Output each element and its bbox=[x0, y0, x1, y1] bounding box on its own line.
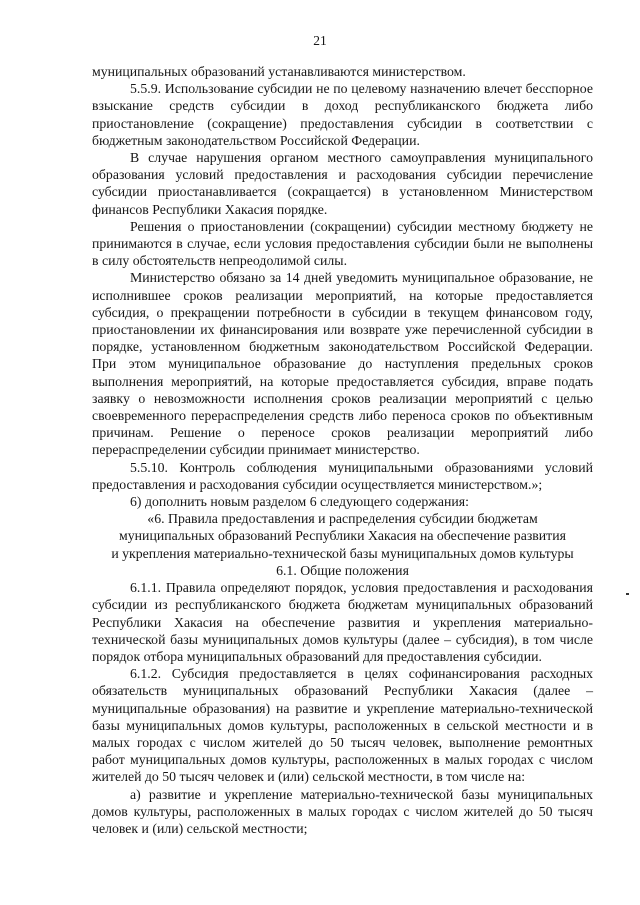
document-body bbox=[92, 63, 593, 837]
section-title bbox=[92, 510, 593, 562]
paragraph-item-a: а) развитие и укрепление материально-технической базы муниципальных домов культуры, расположенных в малых городах с числом жителей до 50 тысяч человек и (или) сельской местности; bbox=[92, 786, 593, 836]
paragraph-violation: В случае нарушения органом местного самоуправления муниципального образования условий предоставления и расходования субсидии перечисление субсидии приостанавливается (сокращается) в установленном Министерством финансов Республики Хакасия порядке. bbox=[92, 150, 593, 217]
page-number: 21 bbox=[313, 33, 327, 48]
paragraph-suspension-decisions: Решения о приостановлении (сокращении) субсидии местному бюджету не принимаются в случае, если условия предоставления субсидии были не выполнены в силу обстоятельств непреодолимой силы. bbox=[92, 218, 593, 269]
paragraph-6-1-1: 6.1.1. Правила определяют порядок, условия предоставления и расходования субсидии из республиканского бюджета бюджетам муниципальных образований Республики Хакасия на обеспечение развития и укрепления материально-технической базы муниципальных домов культуры (далее – субсидия), в том числе порядок отбора муниципальных образований для предоставления субсидии. bbox=[92, 580, 593, 664]
section-title-line: муниципальных образований Республики Хакасия на обеспечение развития bbox=[119, 528, 566, 544]
paragraph-5-5-10: 5.5.10. Контроль соблюдения муниципальными образованиями условий предоставления и расходования субсидии осуществляется министерством.»; bbox=[92, 459, 593, 492]
section-title-line: «6. Правила предоставления и распределения субсидии бюджетам bbox=[147, 511, 538, 527]
paragraph-5-5-9: 5.5.9. Использование субсидии не по целевому назначению влечет бесспорное взыскание средств субсидии в доход республиканского бюджета либо приостановление (сокращение) предоставления субсидии в соответствии с бюджетным законодательством Российской Федерации. bbox=[92, 81, 593, 148]
paragraph-6-1-2: 6.1.2. Субсидия предоставляется в целях софинансирования расходных обязательств муниципальных образований Республики Хакасия (далее – муниципальные образования) на развитие и укрепление материально-технической базы муниципальных домов культуры, расположенных в сельской местности и в малых городах с числом жителей до 50 тысяч человек, выполнение ремонтных работ муниципальных домов культуры, расположенных в малых городах с числом жителей до 50 тысяч человек и (или) сельской местности, в том числе на: bbox=[92, 666, 593, 785]
paragraph-ministry-obligation: Министерство обязано за 14 дней уведомить муниципальное образование, не исполнившее сроков реализации мероприятий, на которые предоставляется субсидия, о прекращении потребности в субсидии в текущем финансовом году, приостановлении их финансирования или возврате уже перечисленной субсидии в порядке, установленном бюджетным законодательством Российской Федерации. При этом муниципальное образование до наступления предельных сроков выполнения мероприятий, на которые предоставляется субсидия, вправе подать заявку о невозможности исполнения сроков реализации мероприятий с целью своевременного перераспределения средств либо переноса сроков по объективным причинам. Решение о переносе сроков реализации мероприятий либо перераспределении субсидии принимает министерство. bbox=[92, 270, 593, 458]
subsection-heading: 6.1. Общие положения bbox=[276, 562, 409, 578]
paragraph-amendment-6: 6) дополнить новым разделом 6 следующего содержания: bbox=[130, 494, 469, 510]
paragraph-continuation: муниципальных образований устанавливаются министерством. bbox=[92, 64, 466, 79]
section-title-line: и укрепления материально-технической базы муниципальных домов культуры bbox=[111, 545, 574, 561]
scan-artifact-mark bbox=[626, 593, 629, 595]
